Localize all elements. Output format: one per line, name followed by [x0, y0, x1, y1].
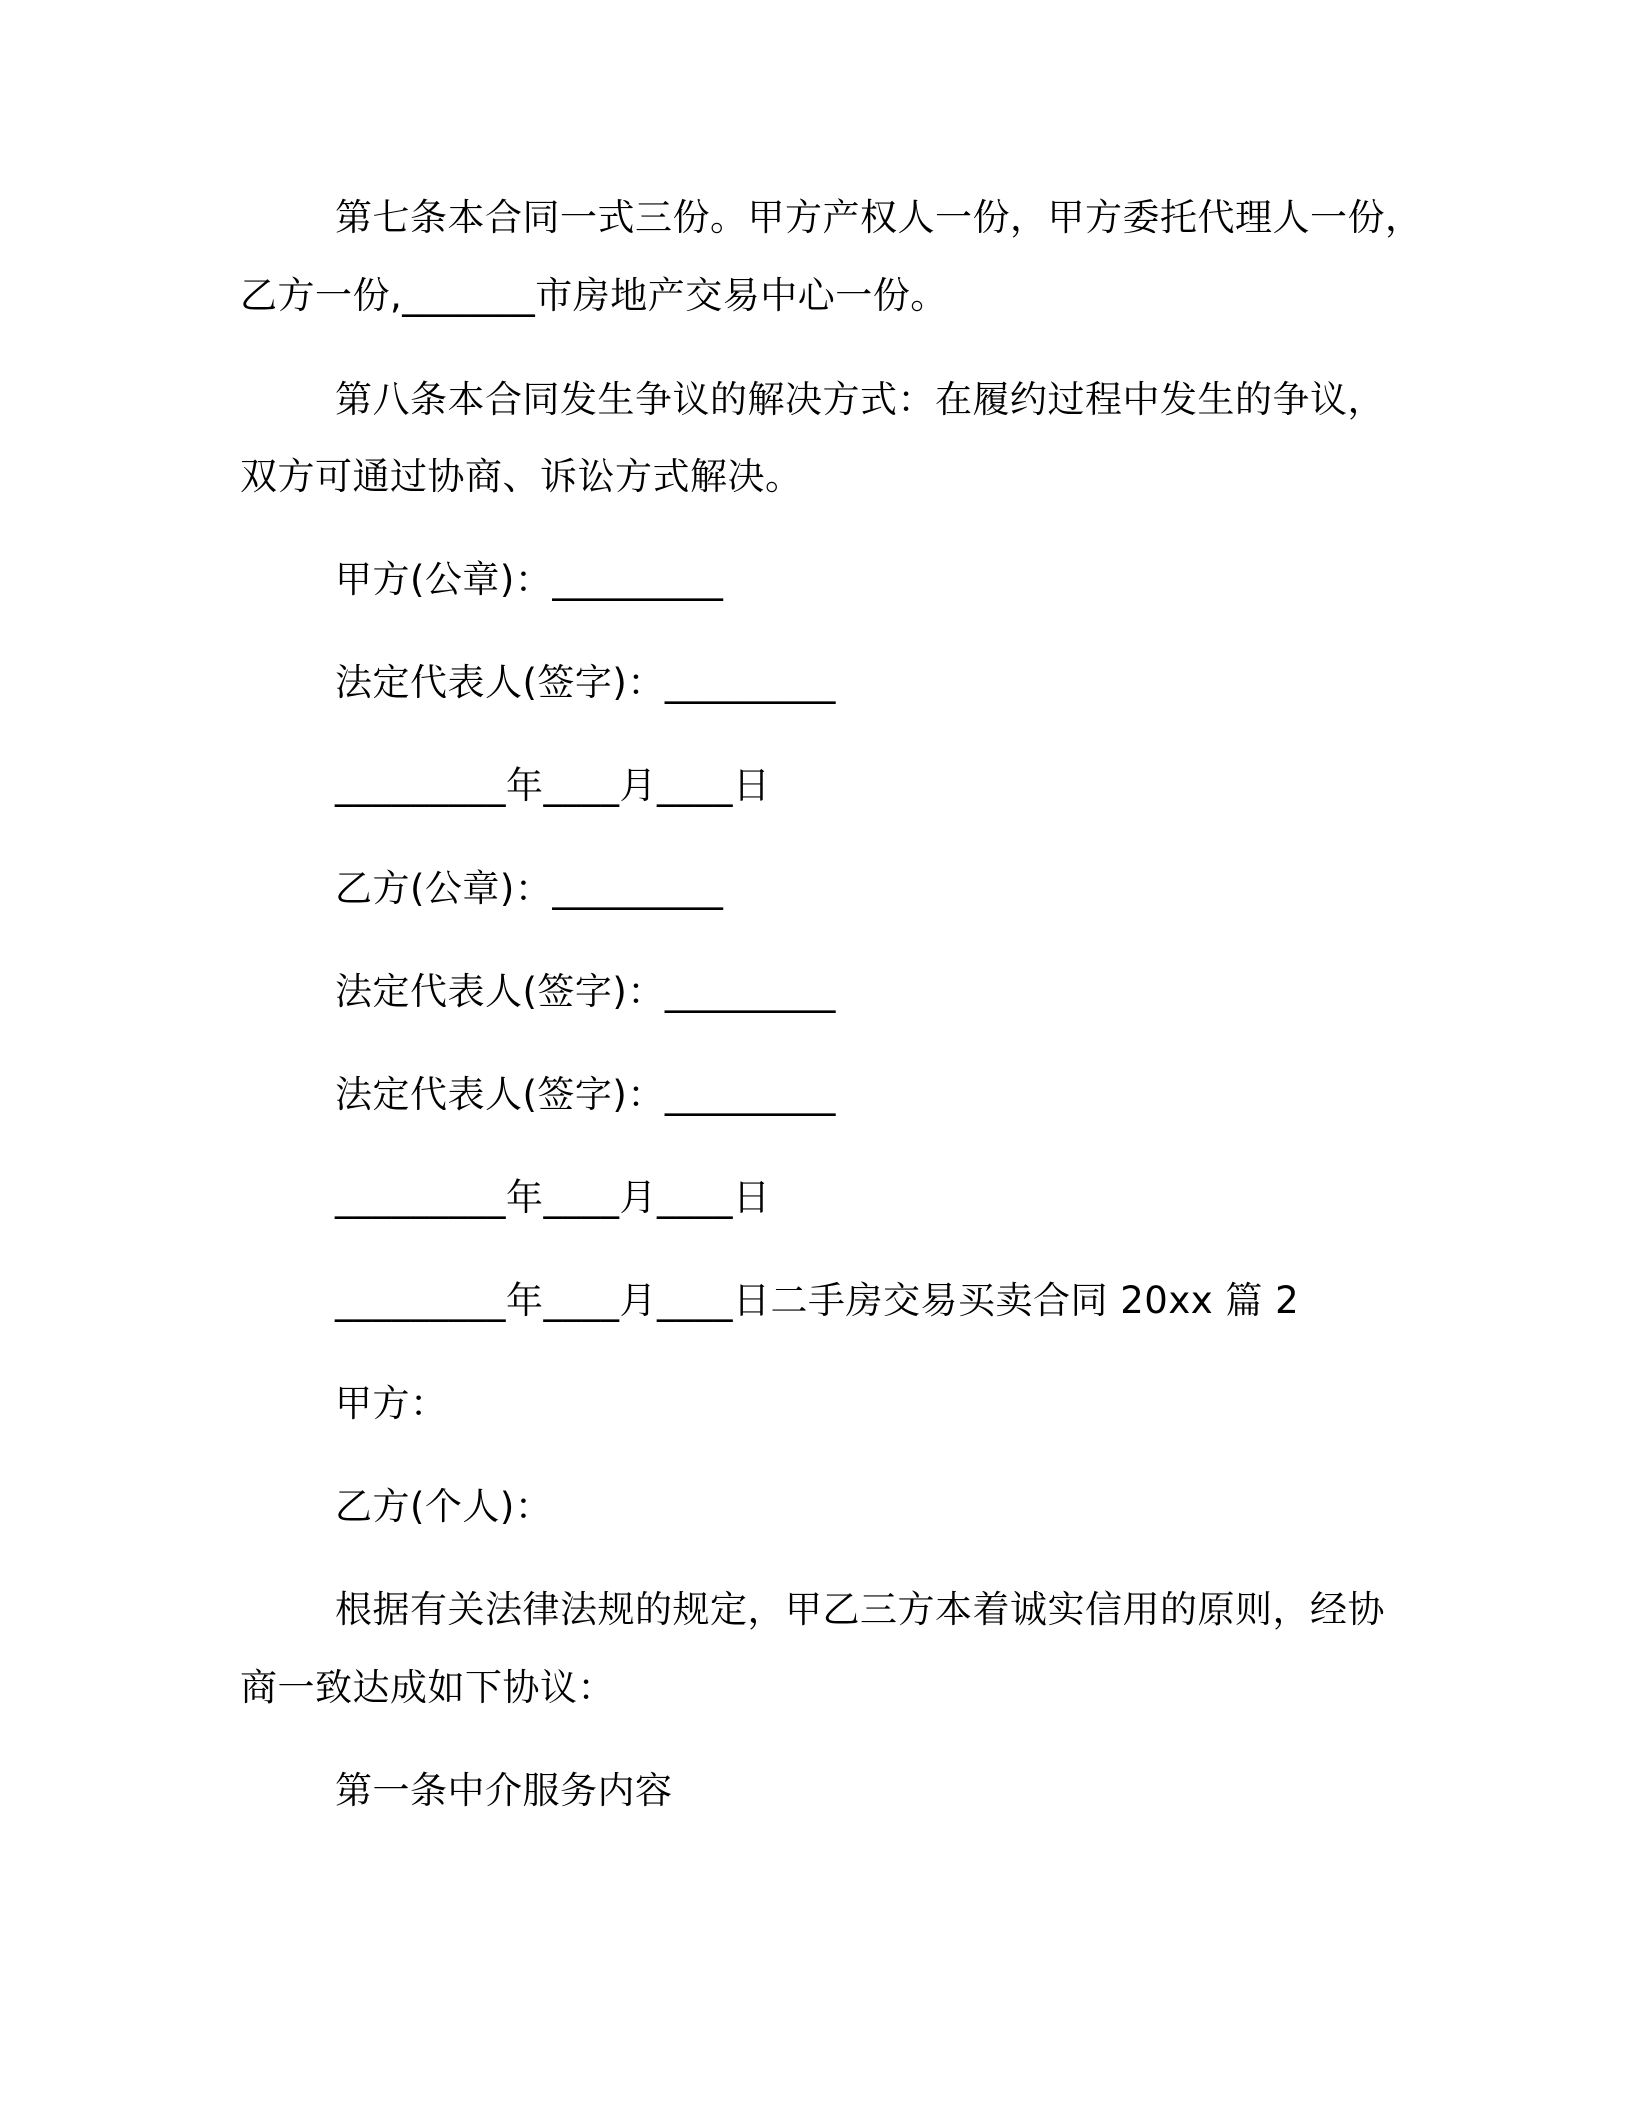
agreement-intro-line-2: 商一致达成如下协议：	[240, 1666, 615, 1709]
party-a-seal-line: 甲方(公章)：_________	[335, 558, 724, 601]
party-b-representative-line-2: 法定代表人(签字)：_________	[335, 1073, 836, 1116]
party-a-representative-line: 法定代表人(签字)：_________	[335, 661, 836, 704]
party-b-seal-line: 乙方(公章)：_________	[335, 867, 724, 910]
contract-title-line: _________年____月____日二手房交易买卖合同 20xx 篇 2	[335, 1279, 1300, 1322]
clause-1-heading: 第一条中介服务内容	[335, 1769, 673, 1812]
party-b-date-line: _________年____月____日	[335, 1176, 771, 1219]
party-b-representative-line: 法定代表人(签字)：_________	[335, 970, 836, 1013]
party-a-label: 甲方：	[335, 1382, 448, 1425]
party-b-personal-label: 乙方(个人)：	[335, 1485, 553, 1528]
agreement-intro-line-1: 根据有关法律法规的规定，甲乙三方本着诚实信用的原则，经协	[335, 1588, 1385, 1631]
clause-8-line-2: 双方可通过协商、诉讼方式解决。	[240, 455, 803, 498]
party-a-date-line: _________年____月____日	[335, 764, 771, 807]
clause-7-line-1: 第七条本合同一式三份。甲方产权人一份，甲方委托代理人一份，	[335, 196, 1423, 239]
clause-8-line-1: 第八条本合同发生争议的解决方式：在履约过程中发生的争议，	[335, 378, 1385, 421]
clause-7-line-2: 乙方一份,_______市房地产交易中心一份。	[240, 274, 948, 317]
